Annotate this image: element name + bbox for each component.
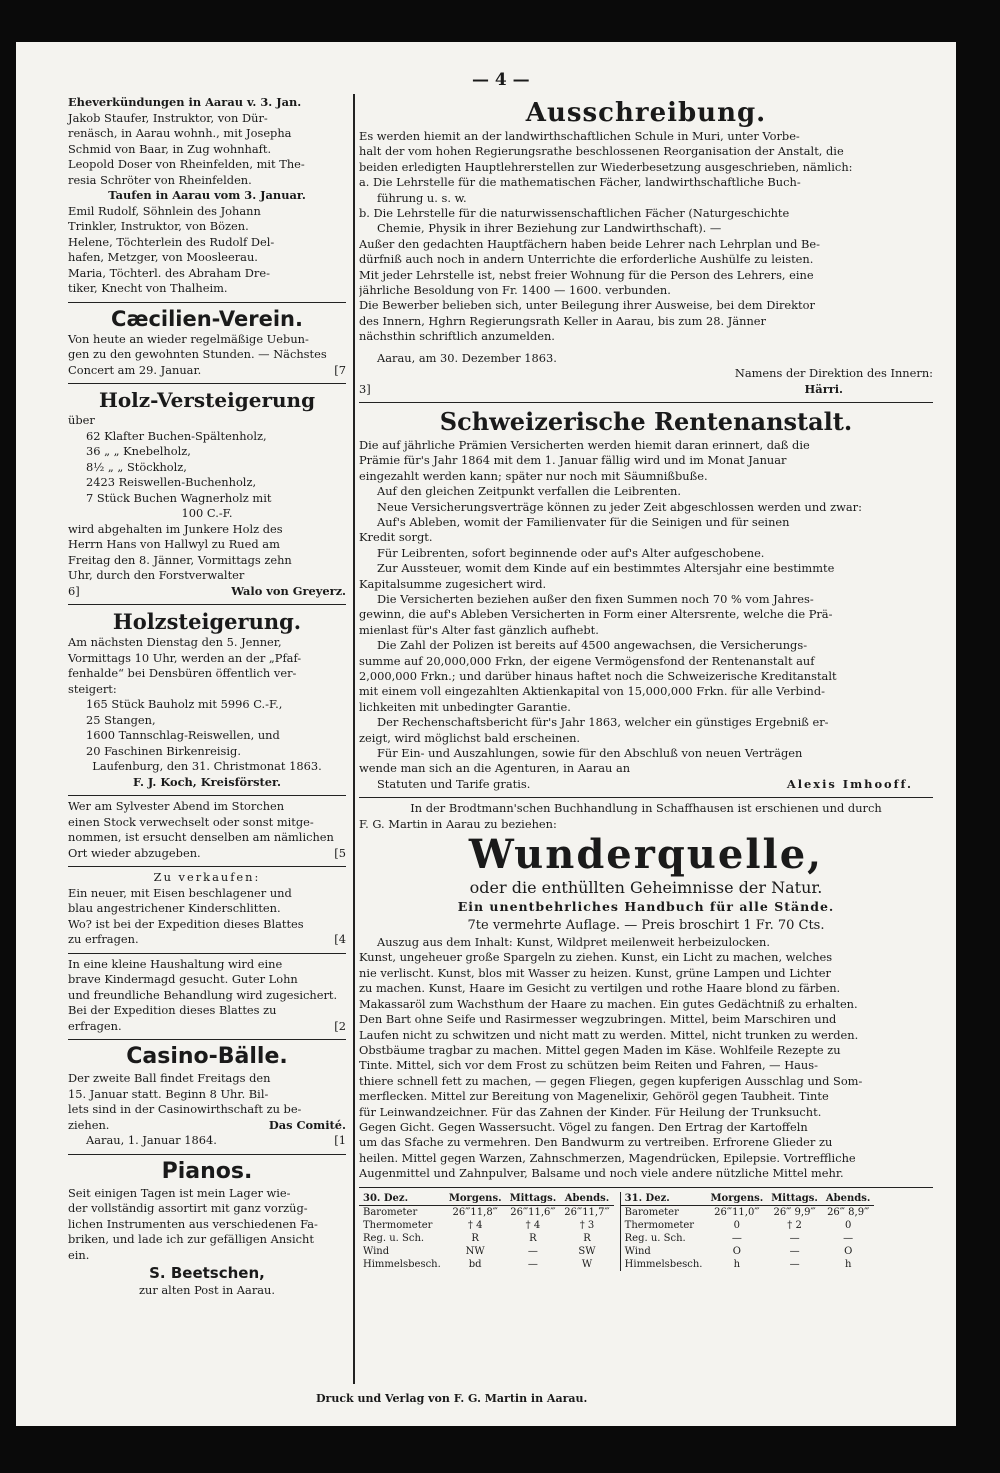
text-line: resia Schröter von Rheinfelden. — [68, 172, 252, 187]
signature: F. J. Koch, Kreisförster. — [133, 774, 281, 789]
text-line: Kunst, ungeheuer große Spargeln zu ziehen. Kunst, ein Licht zu machen, welches — [359, 950, 833, 965]
text-line: Ein neuer, mit Eisen beschlagener und — [68, 885, 292, 900]
casino-baelle-ad — [68, 1040, 346, 1155]
text-line: Außer den gedachten Hauptfächern haben beide Lehrer nach Lehrplan und Be- — [359, 236, 820, 251]
authority: Namens der Direktion des Innern: — [734, 366, 933, 381]
text-line: Den Bart ohne Seife und Rasirmesser wegzubringen. Mittel, beim Marschiren und — [359, 1012, 837, 1027]
signature-sub: zur alten Post in Aarau. — [138, 1283, 276, 1297]
text-line: heilen. Mittel gegen Warzen, Zahnschmerzen, Magendrücken, Epilepsie. Vortreffliche — [359, 1150, 856, 1165]
weather-value: † 4 — [525, 1219, 541, 1231]
item-line: a. Die Lehrstelle für die mathematischen Fächer, landwirthschaftliche Buch- — [359, 175, 801, 190]
text-line: Der zweite Ball findet Freitags den — [68, 1071, 271, 1085]
weather-value: 0 — [844, 1219, 852, 1231]
ad-mark: 3] — [359, 381, 371, 396]
text-line: blau angestrichener Kinderschlitten. — [68, 901, 281, 915]
text-line: zu erfragen. — [68, 932, 139, 946]
text-line: Leopold Doser von Rheinfelden, mit The- — [68, 157, 305, 171]
text-line: gewinn, die auf's Ableben Versicherten in Form einer Altersrente, welche die Prä- — [359, 607, 833, 622]
text-line: und freundliche Behandlung wird zugesichert. — [68, 987, 338, 1002]
weather-value: O — [844, 1245, 853, 1257]
text-line: nächsthin schriftlich anzumelden. — [359, 329, 555, 344]
rentenanstalt-ad — [359, 403, 933, 798]
weather-value: O — [732, 1245, 741, 1257]
weather-date: 31. Dez. — [620, 1192, 706, 1206]
page-number: — 4 — — [472, 70, 530, 90]
text-line: dürfniß auch noch in andern Unterrichte die erforderliche Aushülfe zu leisten. — [359, 252, 814, 267]
weather-value: — — [789, 1245, 800, 1257]
text-line: 15. Januar statt. Beginn 8 Uhr. Bil- — [68, 1086, 269, 1101]
weather-row-label: Wind — [624, 1245, 651, 1257]
holzsteigerung-ad — [68, 605, 346, 796]
place-date: Aarau, 1. Januar 1864. — [86, 1133, 217, 1147]
ausschreibung-ad — [359, 94, 933, 403]
signature: S. Beetschen, — [149, 1264, 265, 1282]
ad-mark: [2 — [334, 1018, 346, 1033]
text-line: jährliche Besoldung von Fr. 1400 — 1600. verbunden. — [359, 283, 671, 298]
text-line: Obstbäume tragbar zu machen. Mittel gegen Maden im Käse. Wohlfeile Rezepte zu — [359, 1042, 841, 1057]
weather-value: 26‴11,0‴ — [714, 1206, 760, 1218]
text-line: nommen, ist ersucht denselben am nämlichen — [68, 830, 334, 844]
text-line: Seit einigen Tagen ist mein Lager wie- — [68, 1185, 291, 1200]
weather-value: NW — [465, 1245, 485, 1257]
text-line: Kredit sorgt. — [359, 530, 433, 545]
text-line: nie verlischt. Kunst, blos mit Wasser zu heizen. Kunst, grüne Lampen und Lichter — [359, 965, 831, 980]
ad-mark: [7 — [334, 362, 346, 377]
weather-row-label: Wind — [363, 1245, 390, 1257]
wunderquelle-edition: 7te vermehrte Auflage. — Preis broschirt 1 Fr. 70 Cts. — [467, 918, 825, 934]
weather-row-label: Thermometer — [363, 1219, 433, 1231]
text-line: Zur Aussteuer, womit dem Kinde auf ein bestimmtes Altersjahr eine bestimmte — [377, 561, 835, 576]
text-line: Helene, Töchterlein des Rudolf Del- — [68, 234, 275, 249]
caecilien-verein-ad — [68, 303, 346, 385]
eheverkuendungen-notice — [68, 92, 346, 303]
signature: Walo von Greyerz. — [231, 583, 346, 598]
text-line: wende man sich an die Agenturen, in Aarau an — [359, 761, 631, 776]
text-line: Prämie für's Jahr 1864 mit dem 1. Januar fällig wird und im Monat Januar — [359, 453, 787, 468]
text-line: für Leinwandzeichner. Für das Zahnen der Kinder. Für Heilung der Trunksucht. — [359, 1104, 822, 1119]
weather-value: 26‴11,6‴ — [510, 1206, 556, 1218]
imprint: Druck und Verlag von F. G. Martin in Aarau. — [316, 1392, 588, 1405]
text-line: halt der vom hohen Regierungsrathe beschlossenen Reorganisation der Anstalt, die — [359, 144, 844, 159]
weather-value: h — [733, 1258, 741, 1270]
text-line: thiere schnell fett zu machen, — gegen Fliegen, gegen kupferigen Ausschlag und Som- — [359, 1073, 863, 1088]
weather-value: R — [471, 1232, 479, 1244]
weather-value: † 2 — [787, 1219, 802, 1231]
text-line: renäsch, in Aarau wohnh., mit Josepha — [68, 126, 292, 140]
item-line: 20 Faschinen Birkenreisig. — [86, 743, 241, 758]
text-line: fenhalde“ bei Densbüren öffentlich ver- — [68, 666, 297, 680]
text-line: ein. — [68, 1247, 90, 1262]
text-line: Uhr, durch den Forstverwalter — [68, 568, 245, 582]
text-line: F. G. Martin in Aarau zu beziehen: — [359, 816, 557, 831]
weather-value: h — [844, 1258, 852, 1270]
weather-col: Abends. — [822, 1192, 875, 1206]
holz-versteigerung-title: Holz-Versteigerung — [98, 388, 316, 412]
text-line: Die Zahl der Polizen ist bereits auf 4500 angewachsen, die Versicherungs- — [377, 638, 808, 653]
text-line: Kapitalsumme zugesichert wird. — [359, 576, 547, 591]
item-line: 2423 Reiswellen-Buchenholz, — [86, 475, 257, 489]
item-line: b. Die Lehrstelle für die naturwissenschaftlichen Fächer (Naturgeschichte — [359, 206, 790, 221]
weather-value: † 3 — [579, 1219, 595, 1231]
text-line: eingezahlt werden kann; später nur noch mit Säumnißbuße. — [359, 468, 708, 483]
text-line: Bei der Expedition dieses Blattes zu — [68, 1003, 277, 1017]
zu-verkaufen-heading: Zu verkaufen: — [153, 870, 261, 884]
text-line: In eine kleine Haushaltung wird eine — [68, 956, 283, 971]
wunderquelle-title: Wunderquelle, — [468, 831, 824, 879]
text-line: des Innern, Hghrn Regierungsrath Keller in Aarau, bis zum 28. Jänner — [359, 313, 766, 328]
text-line: Neue Versicherungsverträge können zu jeder Zeit abgeschlossen werden und zwar: — [377, 499, 862, 514]
right-column — [359, 94, 933, 1271]
holzsteigerung-title: Holzsteigerung. — [112, 609, 302, 634]
item-line: führung u. s. w. — [377, 190, 467, 205]
text-line: summe auf 20,000,000 Frkn, der eigene Vermögensfond der Rentenanstalt auf — [359, 653, 815, 668]
weather-col: Morgens. — [706, 1192, 767, 1206]
caecilien-title: Cæcilien-Verein. — [111, 306, 303, 331]
weather-value: — — [843, 1232, 854, 1244]
text-line: ziehen. — [68, 1117, 110, 1132]
text-line: tiker, Knecht von Thalheim. — [68, 281, 228, 295]
weather-table-30-dec — [359, 1192, 614, 1271]
kindermagd-ad — [68, 954, 346, 1041]
place-date: Laufenburg, den 31. Christmonat 1863. — [92, 759, 322, 773]
weather-row-label: Reg. u. Sch. — [363, 1232, 425, 1244]
text-line: Wer am Sylvester Abend im Storchen — [68, 799, 285, 813]
text-line: Emil Rudolf, Söhnlein des Johann — [68, 203, 261, 218]
weather-value: — — [789, 1232, 800, 1244]
weather-value: — — [789, 1258, 800, 1270]
text-line: Die auf jährliche Prämien Versicherten werden hiemit daran erinnert, daß die — [359, 437, 810, 452]
item-line: 1600 Tannschlag-Reiswellen, und — [86, 728, 280, 742]
weather-col: Mittags. — [506, 1192, 561, 1206]
text-line: steigert: — [68, 681, 117, 696]
text-line: um das Sfache zu vermehren. Den Bandwurm zu vertreiben. Erfrorene Glieder zu — [359, 1135, 833, 1150]
left-column — [68, 92, 346, 1302]
signature: Härri. — [804, 381, 843, 396]
wunderquelle-ad — [359, 798, 933, 1187]
item-line: 100 C.-F. — [181, 506, 233, 520]
text-line: Augenmittel und Zahnpulver, Balsame und noch viele andere nützliche Mittel mehr. — [359, 1166, 844, 1181]
text-line: In der Brodtmann'schen Buchhandlung in Schaffhausen ist erschienen und durch — [410, 801, 882, 816]
text-line: zeigt, wird möglichst bald erscheinen. — [359, 730, 581, 745]
weather-value: 26‴11,7‴ — [564, 1206, 610, 1218]
text-line: Wo? ist bei der Expedition dieses Blattes — [68, 916, 304, 931]
text-line: Es werden hiemit an der landwirthschaftlichen Schule in Muri, unter Vorbe- — [359, 129, 800, 143]
text-line: beiden erledigten Hauptlehrerstellen zur Wiederbesetzung ausgeschrieben, nämlich: — [359, 159, 853, 174]
text-line: Jakob Staufer, Instruktor, von Dür- — [68, 110, 268, 125]
weather-report — [359, 1188, 933, 1271]
item-line: 25 Stangen, — [86, 712, 156, 727]
text-line: Die Bewerber belieben sich, unter Beilegung ihrer Ausweise, bei dem Direktor — [359, 298, 815, 313]
item-line: 165 Stück Bauholz mit 5996 C.-F., — [86, 697, 283, 711]
weather-col: Morgens. — [445, 1192, 506, 1206]
weather-value: — — [731, 1232, 742, 1244]
weather-row-label: Barometer — [624, 1206, 679, 1218]
text-line: Concert am 29. Januar. — [68, 362, 202, 377]
weather-row-label: Barometer — [363, 1206, 418, 1218]
text-line: lichen Instrumenten aus verschiedenen Fa- — [68, 1216, 318, 1231]
weather-row-label: Reg. u. Sch. — [624, 1232, 686, 1244]
stock-notice — [68, 796, 346, 867]
ad-mark: [1 — [334, 1133, 346, 1147]
text-line: Am nächsten Dienstag den 5. Jenner, — [68, 635, 282, 649]
text-line: gen zu den gewohnten Stunden. — Nächstes — [68, 347, 327, 361]
ad-mark: [4 — [334, 932, 346, 946]
weather-value: — — [527, 1258, 538, 1270]
text-line: Für Leibrenten, sofort beginnende oder auf's Alter aufgeschobene. — [377, 545, 765, 560]
text-line: Auszug aus dem Inhalt: Kunst, Wildpret meilenweit herbeizulocken. — [377, 935, 770, 950]
text-line: Von heute an wieder regelmäßige Uebun- — [68, 331, 309, 346]
weather-row-label: Himmelsbesch. — [363, 1258, 441, 1270]
weather-value: bd — [468, 1258, 482, 1270]
text-line: Maria, Töchterl. des Abraham Dre- — [68, 265, 270, 280]
text-line: brave Kindermagd gesucht. Guter Lohn — [68, 972, 298, 986]
text-line: merflecken. Mittel zur Bereitung von Magenelixir, Gehöröl gegen Taubheit. Tinte — [359, 1089, 829, 1104]
newspaper-page — [16, 42, 956, 1426]
wunderquelle-subtitle: oder die enthüllten Geheimnisse der Natur. — [469, 878, 823, 898]
weather-value: 0 — [733, 1219, 741, 1231]
text-line: zu machen. Kunst, Haare im Gesicht zu vertilgen und rothe Haare blond zu färben. — [359, 981, 841, 996]
text-line: der vollständig assortirt mit ganz vorzüg- — [68, 1201, 308, 1215]
item-line: 8½ „ „ Stöckholz, — [86, 459, 187, 474]
text-line: mit einem voll eingezahlten Aktienkapital von 15,000,000 Frkn. für alle Verbind- — [359, 684, 825, 699]
rentenanstalt-title: Schweizerische Rentenanstalt. — [439, 406, 853, 436]
text-line: über — [68, 413, 95, 427]
weather-date: 30. Dez. — [359, 1192, 445, 1206]
casino-title: Casino-Bälle. — [126, 1044, 288, 1069]
weather-value: 26‴ 9,9‴ — [773, 1206, 816, 1218]
column-divider — [353, 94, 355, 1384]
text-line: Auf den gleichen Zeitpunkt verfallen die Leibrenten. — [377, 484, 682, 499]
weather-value: — — [527, 1245, 538, 1257]
weather-value: 26‴11,8‴ — [452, 1206, 498, 1218]
eheverkuendungen-heading: Eheverkündungen in Aarau v. 3. Jan. — [68, 95, 302, 109]
item-line: 7 Stück Buchen Wagnerholz mit — [86, 490, 272, 505]
text-line: Laufen nicht zu schwitzen und nicht matt zu werden. Mittel, nicht trunken zu werden. — [359, 1027, 859, 1042]
text-line: Vormittags 10 Uhr, werden an der „Pfaf- — [68, 650, 302, 665]
weather-col: Mittags. — [767, 1192, 822, 1206]
kinderschlitten-ad — [68, 867, 346, 954]
weather-row-label: Thermometer — [624, 1219, 695, 1231]
text-line: Gegen Gicht. Gegen Wassersucht. Vögel zu fangen. Den Ertrag der Kartoffeln — [359, 1119, 808, 1134]
text-line: Der Rechenschaftsbericht für's Jahr 1863, welcher ein günstiges Ergebniß er- — [377, 715, 829, 730]
text-line: hafen, Metzger, von Moosleerau. — [68, 250, 258, 264]
text-line: 2,000,000 Frkn.; und darüber hinaus haftet noch die Schweizerische Kreditanstalt — [359, 669, 837, 683]
text-line: Makassaröl zum Wachsthum der Haare zu machen. Ein gutes Gedächtniß zu erhalten. — [359, 996, 858, 1011]
text-line: Auf's Ableben, womit der Familienvater für die Seinigen und für seinen — [377, 514, 790, 529]
pianos-ad — [68, 1155, 346, 1302]
item-line: 36 „ „ Knebelholz, — [86, 444, 191, 458]
place-date: Aarau, am 30. Dezember 1863. — [377, 350, 557, 365]
text-line: Schmid von Baar, in Zug wohnhaft. — [68, 141, 272, 156]
item-line: 62 Klafter Buchen-Spältenholz, — [86, 428, 267, 443]
ad-mark: 6] — [68, 583, 80, 598]
text-line: wird abgehalten im Junkere Holz des — [68, 521, 283, 536]
text-line: Statuten und Tarife gratis. — [377, 776, 531, 791]
text-line: Trinkler, Instruktor, von Bözen. — [68, 219, 249, 233]
text-line: Freitag den 8. Jänner, Vormittags zehn — [68, 552, 292, 567]
text-line: Für Ein- und Auszahlungen, sowie für den Abschluß von neuen Verträgen — [377, 746, 803, 761]
text-line: mienlast für's Alter fast gänzlich aufhebt. — [359, 622, 599, 637]
weather-table-31-dec — [620, 1192, 875, 1271]
holz-versteigerung-ad — [68, 384, 346, 605]
wunderquelle-tagline: Ein unentbehrliches Handbuch für alle Stände. — [457, 899, 835, 915]
signature: Das Comité. — [268, 1117, 346, 1132]
weather-value: 26‴ 8,9‴ — [827, 1206, 870, 1218]
pianos-title: Pianos. — [161, 1158, 253, 1184]
text-line: Tinte. Mittel, sich vor dem Frost zu schützen beim Reiten und Fahren, — Haus- — [359, 1058, 818, 1073]
signature: Alexis Imhooff. — [786, 776, 913, 791]
ad-mark: [5 — [334, 845, 346, 860]
text-line: lichkeiten mit unbedingter Garantie. — [359, 699, 571, 714]
text-line: Die Versicherten beziehen außer den fixen Summen noch 70 % vom Jahres- — [377, 591, 814, 606]
weather-row-label: Himmelsbesch. — [624, 1258, 703, 1270]
text-line: Mit jeder Lehrstelle ist, nebst freier Wohnung für die Person des Lehrers, eine — [359, 267, 814, 282]
weather-value: R — [529, 1232, 537, 1244]
text-line: lets sind in der Casinowirthschaft zu be- — [68, 1102, 302, 1116]
weather-value: R — [583, 1232, 591, 1244]
text-line: erfragen. — [68, 1018, 122, 1033]
weather-value: † 4 — [467, 1219, 483, 1231]
text-line: einen Stock verwechselt oder sonst mitge- — [68, 814, 314, 829]
text-line: Ort wieder abzugeben. — [68, 845, 201, 860]
ausschreibung-title: Ausschreibung. — [525, 98, 767, 128]
text-line: Herrn Hans von Hallwyl zu Rued am — [68, 537, 280, 551]
weather-value: W — [581, 1258, 593, 1270]
taufen-heading: Taufen in Aarau vom 3. Januar. — [108, 188, 306, 202]
item-line: Chemie, Physik in ihrer Beziehung zur Landwirthschaft). — — [377, 221, 722, 236]
text-line: briken, und lade ich zur gefälligen Ansicht — [68, 1232, 314, 1246]
weather-col: Abends. — [560, 1192, 613, 1206]
weather-value: SW — [578, 1245, 596, 1257]
